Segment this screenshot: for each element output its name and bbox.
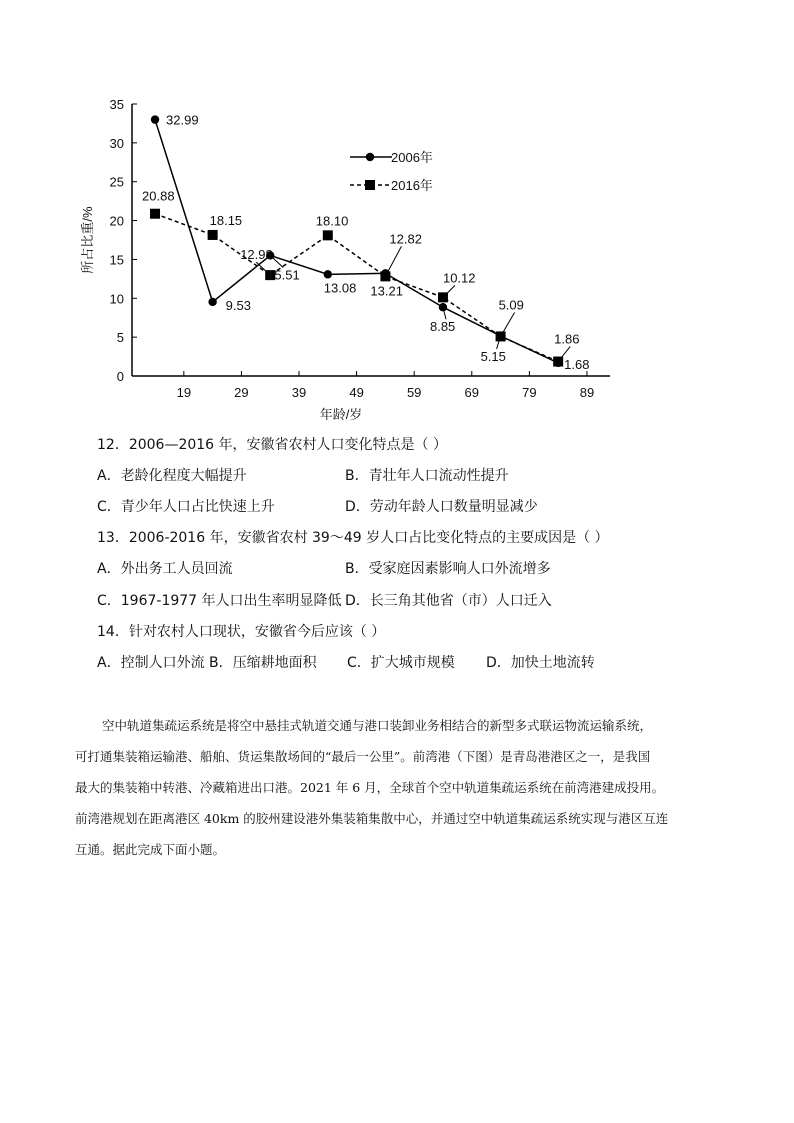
data-label: 1.68 xyxy=(564,356,590,372)
data-point-square xyxy=(208,230,218,240)
y-tick-label: 15 xyxy=(109,252,124,268)
y-tick-label: 0 xyxy=(116,369,124,384)
option-13-c[interactable]: C．1967-1977 年人口出生率明显降低 xyxy=(97,593,342,609)
option-14-d[interactable]: D．加快土地流转 xyxy=(486,655,595,671)
legend-marker-square xyxy=(365,180,375,190)
data-label: 9.53 xyxy=(225,297,251,313)
option-13-b[interactable]: B．受家庭因素影响人口外流增多 xyxy=(345,561,551,577)
y-axis-label: 所占比重/% xyxy=(80,206,95,274)
x-tick-label: 59 xyxy=(406,385,422,400)
passage-line-5: 互通。据此完成下面小题。 xyxy=(75,842,226,857)
data-label: 18.10 xyxy=(315,213,349,229)
data-label: 10.12 xyxy=(442,270,476,286)
question-14-stem: 14．针对农村人口现状，安徽省今后应该（ ） xyxy=(97,624,386,640)
question-13-stem: 13．2006-2016 年，安徽省农村 39～49 岁人口占比变化特点的主要成因是（ ） xyxy=(97,530,609,546)
passage-line-3: 最大的集装箱中转港、冷藏箱进出口港。2021 年 6 月，全球首个空中轨道集疏运系统在前湾港建成投用。 xyxy=(75,780,665,795)
legend-label: 2006年 xyxy=(391,150,433,165)
x-tick-label: 29 xyxy=(234,385,249,400)
data-labels xyxy=(142,113,589,372)
chart-axes xyxy=(80,97,610,422)
x-tick-label: 89 xyxy=(579,385,595,400)
option-12-d[interactable]: D．劳动年龄人口数量明显减少 xyxy=(345,499,538,515)
label-leader-line xyxy=(385,246,401,276)
legend-label: 2016年 xyxy=(391,178,433,193)
age-structure-line-chart xyxy=(0,0,794,430)
data-point-circle xyxy=(151,115,159,123)
data-point-square xyxy=(323,230,333,240)
option-14-ab[interactable]: A．控制人口外流 B．压缩耕地面积 xyxy=(97,655,317,671)
x-tick-label: 49 xyxy=(349,385,364,400)
data-label: 12.82 xyxy=(389,231,422,247)
passage-line-1: 空中轨道集疏运系统是将空中悬挂式轨道交通与港口装卸业务相结合的新型多式联运物流运输系统， xyxy=(102,718,653,733)
legend-marker-circle xyxy=(366,153,374,161)
x-tick-label: 19 xyxy=(176,385,192,400)
data-label: 15.51 xyxy=(267,267,300,283)
option-12-c[interactable]: C．青少年人口占比快速上升 xyxy=(97,499,275,515)
option-14-c[interactable]: C．扩大城市规模 xyxy=(347,655,455,671)
data-label: 13.21 xyxy=(370,283,403,299)
option-12-b[interactable]: B．青壮年人口流动性提升 xyxy=(345,468,509,484)
data-label: 5.15 xyxy=(480,348,506,364)
x-tick-label: 39 xyxy=(291,385,307,400)
data-label: 1.86 xyxy=(554,331,580,347)
x-tick-label: 79 xyxy=(522,385,537,400)
question-12-stem: 12．2006—2016 年，安徽省农村人口变化特点是（ ） xyxy=(97,437,447,453)
y-tick-label: 5 xyxy=(116,330,124,346)
x-tick-label: 69 xyxy=(464,385,480,400)
data-label: 12.98 xyxy=(240,247,273,263)
chart-series xyxy=(150,112,563,367)
data-label: 5.09 xyxy=(498,297,524,313)
data-point-circle xyxy=(439,303,447,311)
data-label: 13.08 xyxy=(323,280,357,296)
data-label: 18.15 xyxy=(209,212,243,228)
option-13-d[interactable]: D．长三角其他省（市）人口迁入 xyxy=(345,593,552,609)
y-tick-label: 35 xyxy=(109,97,124,112)
data-point-circle xyxy=(324,270,332,278)
label-leader-line xyxy=(443,285,455,297)
data-label: 32.99 xyxy=(166,112,199,128)
y-tick-label: 10 xyxy=(109,291,124,307)
chart-legend xyxy=(350,150,433,193)
passage-line-2: 可打通集装箱运输港、船舶、货运集散场间的“最后一公里”。前湾港（下图）是青岛港港区之一，是我国 xyxy=(75,749,651,764)
option-12-a[interactable]: A．老龄化程度大幅提升 xyxy=(97,468,247,484)
data-label: 8.85 xyxy=(429,319,456,335)
data-point-circle xyxy=(208,298,216,306)
y-tick-label: 30 xyxy=(109,135,124,151)
option-13-a[interactable]: A．外出务工人员回流 xyxy=(97,561,233,577)
series-line-0 xyxy=(155,120,558,363)
x-axis-label: 年龄/岁 xyxy=(319,407,363,422)
y-tick-label: 20 xyxy=(109,213,124,229)
label-leader-line xyxy=(501,312,515,336)
data-label: 20.88 xyxy=(142,188,175,204)
passage-line-4: 前湾港规划在距离港区 40km 的胶州建设港外集装箱集散中心，并通过空中轨道集疏运系统实现与港区互连 xyxy=(75,811,669,826)
data-point-square xyxy=(150,209,160,219)
y-tick-label: 25 xyxy=(109,174,124,190)
